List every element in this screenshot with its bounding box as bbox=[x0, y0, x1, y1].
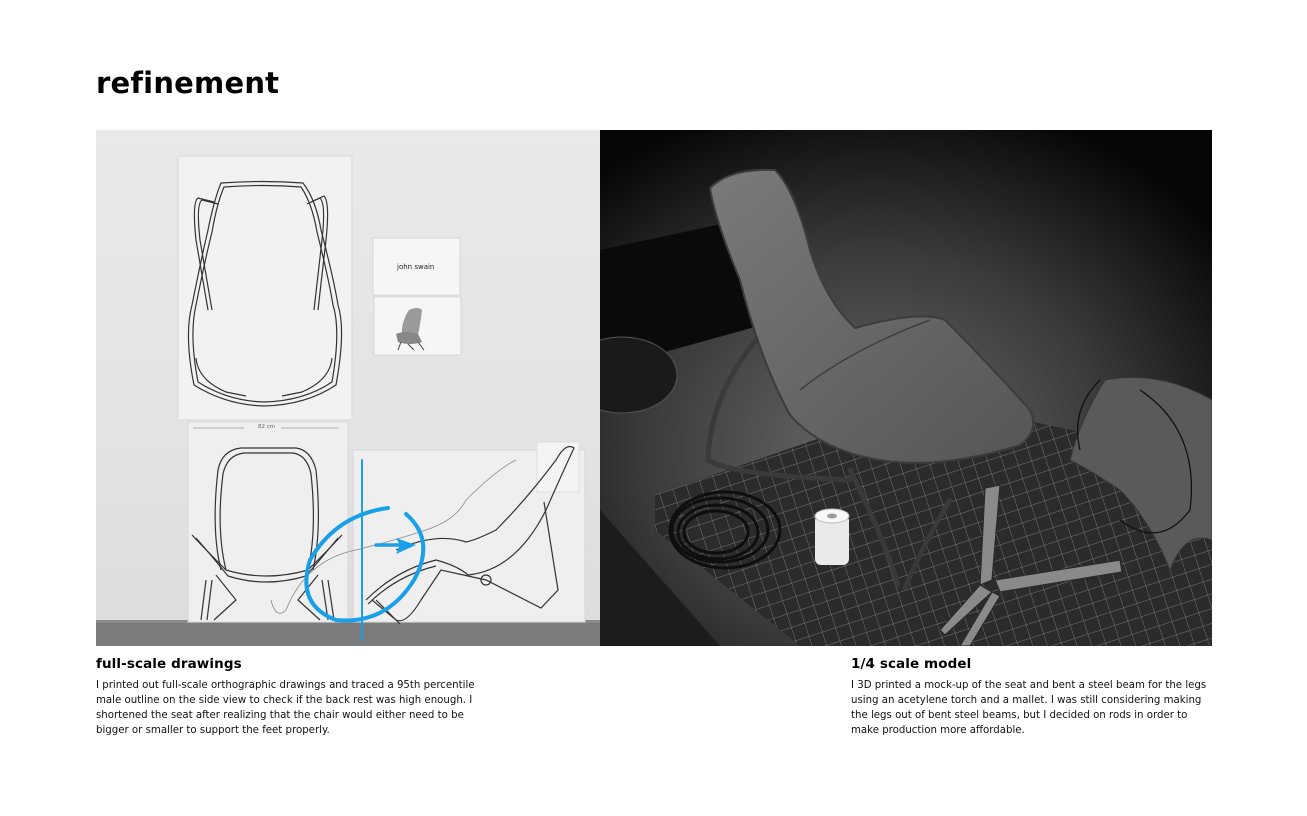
full-scale-drawings-photo bbox=[96, 130, 600, 646]
dimension-label: 82 cm bbox=[258, 424, 276, 430]
caption-scale-model bbox=[851, 656, 1211, 738]
model-illustration bbox=[600, 130, 1212, 646]
drawings-illustration bbox=[96, 130, 600, 646]
caption-body: I printed out full-scale orthographic drawings and traced a 95th percentile male outline on the side view to check if the back rest was high enough. I shortened the seat after realizing that the chair would either need to be bigger or smaller to support the feet properly. bbox=[96, 680, 475, 736]
caption-full-scale-drawings bbox=[96, 656, 476, 738]
name-card-label: john swain bbox=[397, 263, 435, 271]
page-title: refinement bbox=[96, 66, 280, 100]
caption-heading: full-scale drawings bbox=[96, 656, 242, 672]
caption-body: I 3D printed a mock-up of the seat and bent a steel beam for the legs using an acetylene torch and a mallet. I was still considering making the legs out of bent steel beams, but I decided on rods in order to make production more affordable. bbox=[851, 680, 1207, 736]
caption-heading: 1/4 scale model bbox=[851, 656, 972, 672]
scale-model-photo bbox=[600, 130, 1212, 646]
